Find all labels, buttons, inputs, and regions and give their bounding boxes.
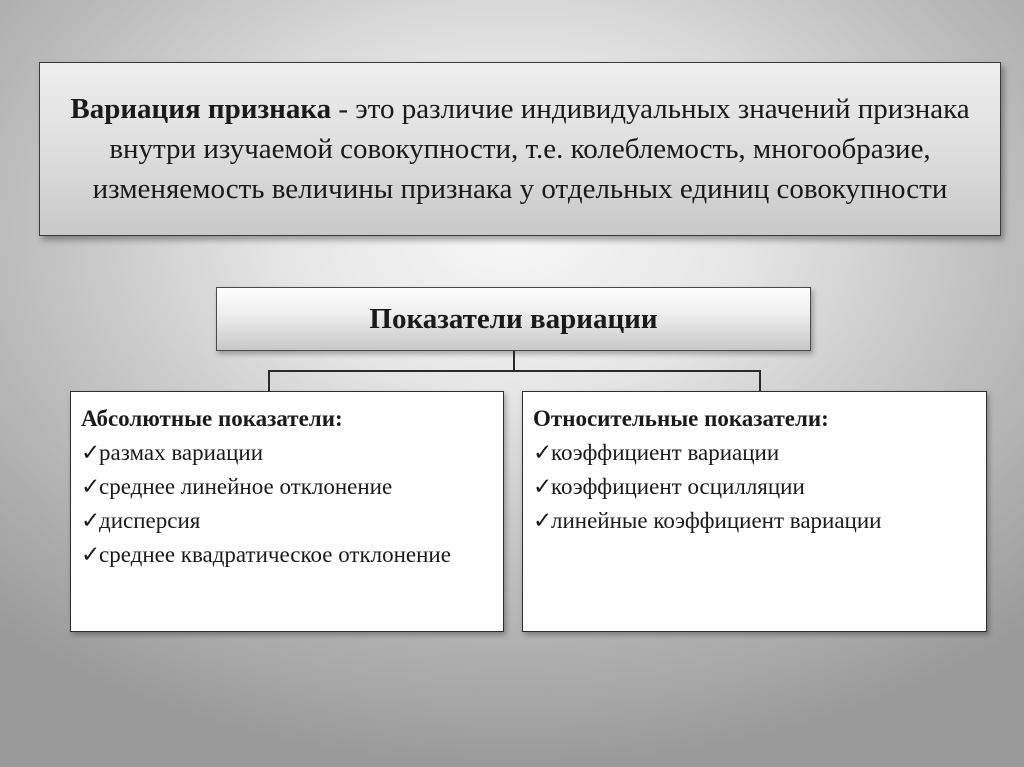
definition-box <box>39 62 1001 236</box>
relative-indicators-panel <box>522 391 987 632</box>
list-item: ✓дисперсия <box>81 504 493 538</box>
checkmark-icon: ✓ <box>81 542 101 567</box>
definition-body: - это различие индивидуальных значений признака внутри изучаемой совокупности, т.е. колеблемость, многообразие, изменяемость величины признака у отдельных единиц совокупности <box>92 93 970 205</box>
indicators-title: Показатели вариации <box>369 302 658 335</box>
absolute-indicators-heading: Абсолютные показатели: <box>81 406 343 431</box>
checkmark-icon: ✓ <box>81 474 101 499</box>
list-item: ✓размах вариации <box>81 436 493 470</box>
connector-horizontal <box>268 370 761 372</box>
definition-text <box>66 89 974 209</box>
relative-indicators-heading: Относительные показатели: <box>533 406 829 431</box>
indicators-title-box <box>216 287 811 351</box>
checkmark-icon: ✓ <box>533 440 553 465</box>
list-item: ✓коэффициент вариации <box>533 436 976 470</box>
checkmark-icon: ✓ <box>81 440 101 465</box>
list-item: ✓среднее линейное отклонение <box>81 470 493 504</box>
absolute-indicators-list <box>81 436 493 572</box>
checkmark-icon: ✓ <box>81 508 101 533</box>
relative-indicators-list <box>533 436 976 538</box>
connector-right-drop <box>759 370 761 391</box>
connector-left-drop <box>268 370 270 391</box>
connector-vertical-top <box>513 351 515 371</box>
list-item: ✓линейные коэффициент вариации <box>533 504 976 538</box>
list-item: ✓среднее квадратическое отклонение <box>81 538 493 572</box>
definition-term: Вариация признака <box>70 93 332 125</box>
absolute-indicators-panel <box>70 391 504 632</box>
list-item: ✓коэффициент осцилляции <box>533 470 976 504</box>
checkmark-icon: ✓ <box>533 508 553 533</box>
checkmark-icon: ✓ <box>533 474 553 499</box>
